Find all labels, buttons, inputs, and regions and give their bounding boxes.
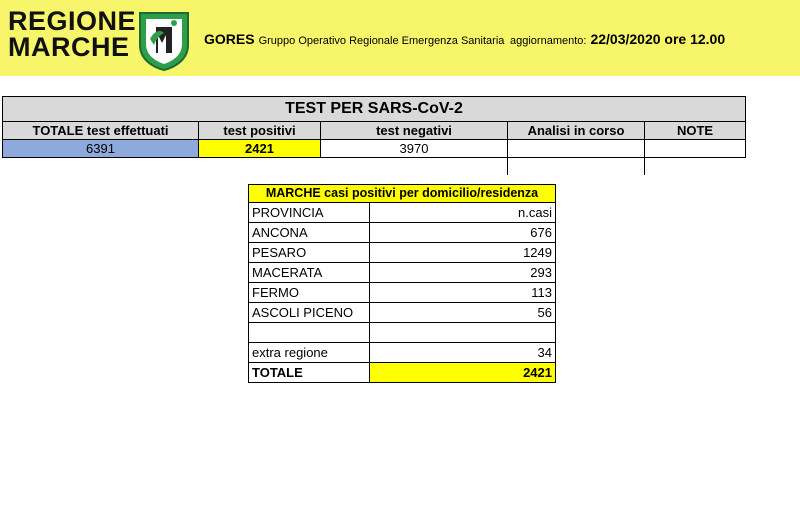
province-cases: 676 xyxy=(369,223,556,243)
gores-acronym: GORES xyxy=(204,31,255,47)
province-cases: 1249 xyxy=(369,243,556,263)
province-cases: 113 xyxy=(369,283,556,303)
update-value: 22/03/2020 ore 12.00 xyxy=(590,31,726,47)
region-emblem-icon xyxy=(136,9,192,71)
update-label: aggiornamento: xyxy=(510,35,587,47)
province-name: PESARO xyxy=(248,243,370,263)
province-cases xyxy=(369,323,556,343)
grid-line xyxy=(644,157,645,175)
value-negative-tests: 3970 xyxy=(320,139,508,158)
header-positive-tests: test positivi xyxy=(198,121,321,140)
tests-table-title: TEST PER SARS-CoV-2 xyxy=(2,96,746,122)
province-name: FERMO xyxy=(248,283,370,303)
header-negative-tests: test negativi xyxy=(320,121,508,140)
column-header-cases: n.casi xyxy=(369,203,556,223)
grid-line xyxy=(507,157,508,175)
table-row xyxy=(248,283,556,303)
update-info xyxy=(510,30,725,50)
logo-line1: REGIONE xyxy=(8,6,137,36)
value-notes xyxy=(644,139,746,158)
province-cases: 56 xyxy=(369,303,556,323)
province-name: extra regione xyxy=(248,343,370,363)
gores-description: Gruppo Operativo Regionale Emergenza Sanitaria xyxy=(258,35,505,47)
column-header-province: PROVINCIA xyxy=(248,203,370,223)
table-row xyxy=(248,243,556,263)
total-row xyxy=(248,363,556,383)
logo-line2: MARCHE xyxy=(8,32,130,62)
province-name: MACERATA xyxy=(248,263,370,283)
header-banner xyxy=(0,0,800,76)
value-positive-tests: 2421 xyxy=(198,139,321,158)
total-value: 2421 xyxy=(369,363,556,383)
value-analysis-in-progress xyxy=(507,139,645,158)
table-row xyxy=(248,223,556,243)
value-total-tests: 6391 xyxy=(2,139,199,158)
total-label: TOTALE xyxy=(248,363,370,383)
header-total-tests: TOTALE test effettuati xyxy=(2,121,199,140)
header-notes: NOTE xyxy=(644,121,746,140)
table-row xyxy=(248,323,556,343)
province-name: ANCONA xyxy=(248,223,370,243)
table-row xyxy=(248,203,556,223)
table-row xyxy=(248,343,556,363)
province-cases: 293 xyxy=(369,263,556,283)
gores-title xyxy=(204,30,504,50)
province-name xyxy=(248,323,370,343)
table-row xyxy=(248,303,556,323)
region-logo xyxy=(8,8,136,60)
province-cases: 34 xyxy=(369,343,556,363)
province-name: ASCOLI PICENO xyxy=(248,303,370,323)
table-row xyxy=(248,263,556,283)
header-analysis-in-progress: Analisi in corso xyxy=(507,121,645,140)
provinces-table-title: MARCHE casi positivi per domicilio/residenza xyxy=(248,184,556,203)
